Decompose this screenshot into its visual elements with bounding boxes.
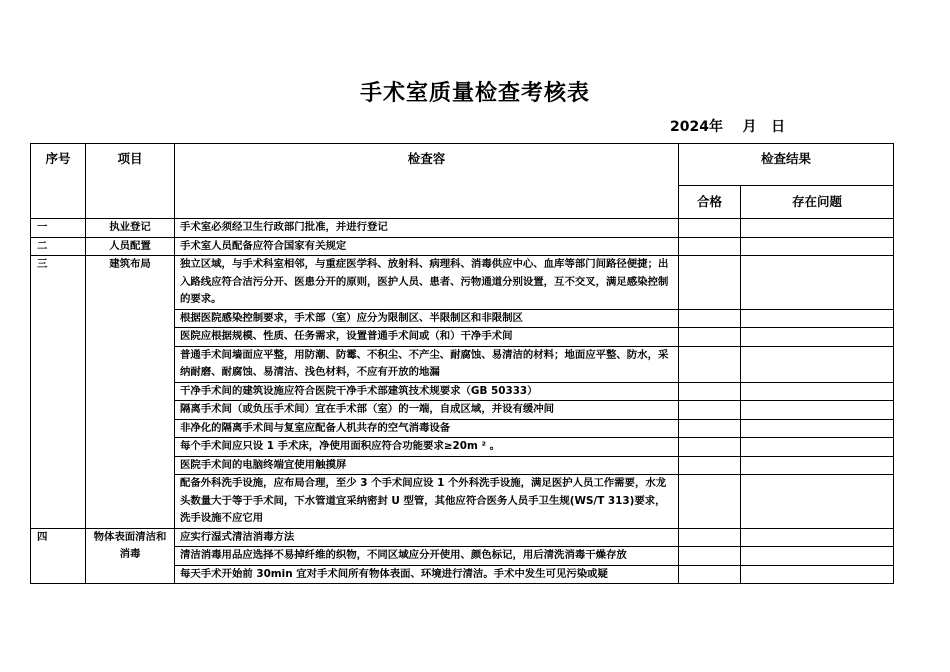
pass-cell[interactable] (679, 237, 741, 256)
issues-cell[interactable] (741, 547, 894, 566)
header-result: 检查结果 (679, 144, 894, 186)
header-row-1 (31, 144, 894, 186)
header-seq: 序号 (31, 144, 86, 219)
issues-cell[interactable] (741, 256, 894, 310)
issues-cell[interactable] (741, 475, 894, 529)
pass-cell[interactable] (679, 219, 741, 238)
pass-cell[interactable] (679, 382, 741, 401)
document-title: 手术室质量检查考核表 (359, 81, 590, 106)
inspection-table (30, 143, 894, 584)
table-body (31, 219, 894, 584)
section-item: 建筑布局 (86, 256, 175, 529)
date-line (670, 116, 785, 136)
check-content: 每个手术间应只设 1 手术床，净使用面积应符合功能要求≥20m ² 。 (175, 438, 679, 457)
check-content: 医院应根据规模、性质、任务需求，设置普通手术间或（和）干净手术间 (175, 328, 679, 347)
header-issues: 存在问题 (741, 186, 894, 219)
pass-cell[interactable] (679, 328, 741, 347)
issues-cell[interactable] (741, 565, 894, 584)
table-row (31, 256, 894, 310)
check-content: 隔离手术间（或负压手术间）宜在手术部（室）的一端，自成区域，并设有缓冲间 (175, 401, 679, 420)
pass-cell[interactable] (679, 346, 741, 382)
issues-cell[interactable] (741, 219, 894, 238)
header-content: 检查容 (175, 144, 679, 219)
issues-cell[interactable] (741, 419, 894, 438)
check-content: 每天手术开始前 30min 宜对手术间所有物体表面、环境进行清洁。手术中发生可见污染或疑 (175, 565, 679, 584)
check-content: 普通手术间墙面应平整，用防潮、防霉、不积尘、不产尘、耐腐蚀、易清洁的材料；地面应平整、防水，采纳耐磨、耐腐蚀、易清洁、浅色材料，不应有开放的地漏 (175, 346, 679, 382)
date-month-unit: 月 (742, 119, 757, 135)
pass-cell[interactable] (679, 528, 741, 547)
table-row (31, 528, 894, 547)
check-content: 手术室必须经卫生行政部门批准，并进行登记 (175, 219, 679, 238)
header-item: 项目 (86, 144, 175, 219)
issues-cell[interactable] (741, 438, 894, 457)
issues-cell[interactable] (741, 528, 894, 547)
section-seq: 三 (31, 256, 86, 529)
pass-cell[interactable] (679, 456, 741, 475)
issues-cell[interactable] (741, 382, 894, 401)
issues-cell[interactable] (741, 456, 894, 475)
check-content: 配备外科洗手设施，应布局合理，至少 3 个手术间应设 1 个外科洗手设施，满足医护人员工作需要，水龙头数量大于等于手术间，下水管道宜采纳密封 U 型管，其他应符合医务人员手卫生规(WS/T 313)要求，洗手设施不应它用 (175, 475, 679, 529)
issues-cell[interactable] (741, 328, 894, 347)
pass-cell[interactable] (679, 438, 741, 457)
check-content: 非净化的隔离手术间与复室应配备人机共存的空气消毒设备 (175, 419, 679, 438)
pass-cell[interactable] (679, 419, 741, 438)
section-seq: 一 (31, 219, 86, 238)
pass-cell[interactable] (679, 256, 741, 310)
check-content: 根据医院感染控制要求，手术部（室）应分为限制区、半限制区和非限制区 (175, 309, 679, 328)
header-pass: 合格 (679, 186, 741, 219)
section-item: 人员配置 (86, 237, 175, 256)
pass-cell[interactable] (679, 547, 741, 566)
check-content: 清洁消毒用品应选择不易掉纤维的织物，不同区域应分开使用、颜色标记，用后清洗消毒干燥存放 (175, 547, 679, 566)
date-year-unit: 年 (708, 119, 723, 135)
check-content: 应实行湿式清洁消毒方法 (175, 528, 679, 547)
pass-cell[interactable] (679, 401, 741, 420)
pass-cell[interactable] (679, 565, 741, 584)
section-item: 执业登记 (86, 219, 175, 238)
table-row (31, 219, 894, 238)
section-seq: 二 (31, 237, 86, 256)
issues-cell[interactable] (741, 309, 894, 328)
table-row (31, 237, 894, 256)
check-content: 独立区域，与手术科室相邻，与重症医学科、放射科、病理科、消毒供应中心、血库等部门间路径便捷；出入路线应符合洁污分开、医患分开的原则，医护人员、患者、污物通道分别设置，互不交叉，满足感染控制的要求。 (175, 256, 679, 310)
pass-cell[interactable] (679, 309, 741, 328)
check-content: 医院手术间的电脑终端宜使用触摸屏 (175, 456, 679, 475)
check-content: 手术室人员配备应符合国家有关规定 (175, 237, 679, 256)
check-content: 干净手术间的建筑设施应符合医院干净手术部建筑技术规要求（GB 50333） (175, 382, 679, 401)
date-year: 2024 (670, 119, 709, 135)
issues-cell[interactable] (741, 346, 894, 382)
issues-cell[interactable] (741, 237, 894, 256)
pass-cell[interactable] (679, 475, 741, 529)
issues-cell[interactable] (741, 401, 894, 420)
date-day-unit: 日 (771, 119, 786, 135)
section-seq: 四 (31, 528, 86, 584)
section-item: 物体表面清洁和消毒 (86, 528, 175, 584)
